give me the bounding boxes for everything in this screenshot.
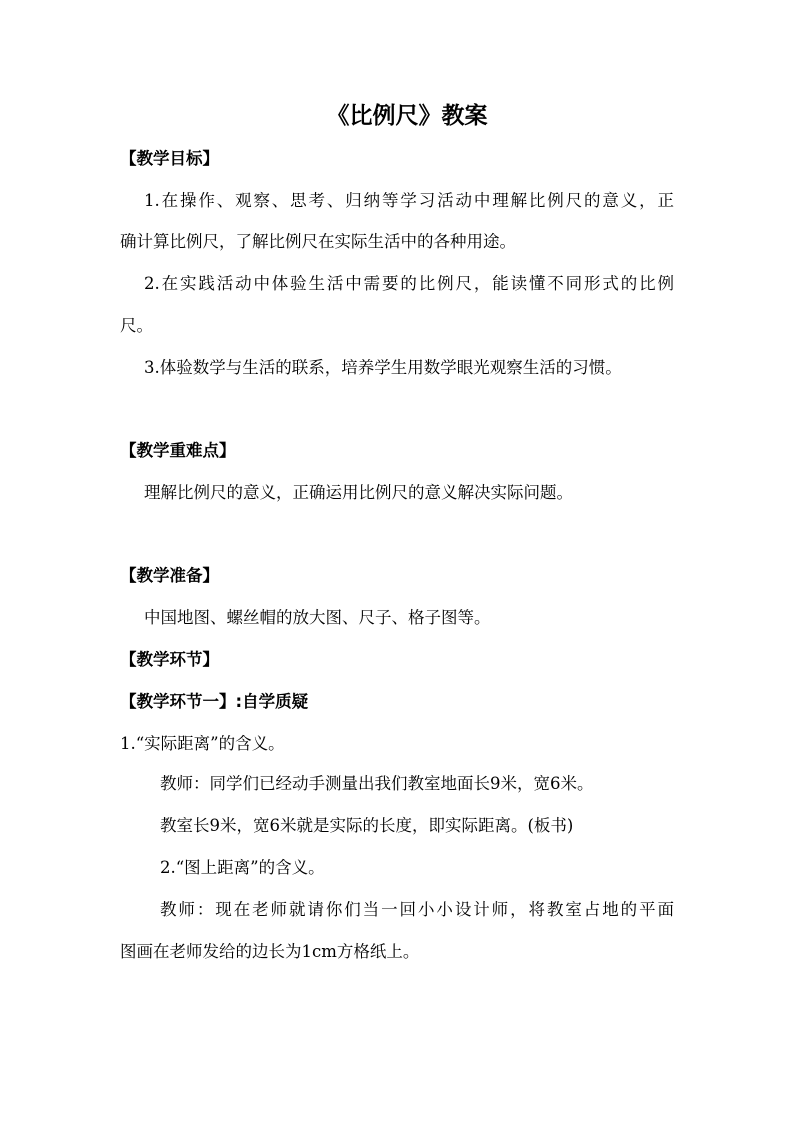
goal-item-1-line-1: 1.在操作、观察、思考、归纳等学习活动中理解比例尺的意义，正 xyxy=(144,191,674,210)
document-title: 《比例尺》教案 xyxy=(326,103,488,129)
goal-item-3: 3.体验数学与生活的联系，培养学生用数学眼光观察生活的习惯。 xyxy=(144,358,622,377)
preparation-text: 中国地图、螺丝帽的放大图、尺子、格子图等。 xyxy=(144,608,491,627)
process-sub-heading: 【教学环节一】:自学质疑 xyxy=(120,692,309,711)
process-paragraph-1: 1.“实际距离”的含义。 xyxy=(120,734,285,753)
goal-item-1-line-2: 确计算比例尺，了解比例尺在实际生活中的各种用途。 xyxy=(120,232,516,251)
goal-item-2-line-1: 2.在实践活动中体验生活中需要的比例尺，能读懂不同形式的比例 xyxy=(144,274,674,293)
process-paragraph-2: 教师：同学们已经动手测量出我们教室地面长9米，宽6米。 xyxy=(160,774,594,793)
section-heading-preparation: 【教学准备】 xyxy=(120,566,219,585)
section-heading-process: 【教学环节】 xyxy=(120,650,219,669)
process-paragraph-3: 教室长9米，宽6米就是实际的长度，即实际距离。(板书) xyxy=(160,816,574,835)
section-heading-goals: 【教学目标】 xyxy=(120,149,219,168)
process-paragraph-4: 2.“图上距离”的含义。 xyxy=(160,858,325,877)
goal-item-2-line-2: 尺。 xyxy=(120,316,153,335)
key-points-text: 理解比例尺的意义，正确运用比例尺的意义解决实际问题。 xyxy=(144,483,573,502)
section-heading-key-points: 【教学重难点】 xyxy=(120,441,236,460)
process-paragraph-5-line-2: 图画在老师发给的边长为1cm方格纸上。 xyxy=(120,942,420,961)
process-paragraph-5-line-1: 教师：现在老师就请你们当一回小小设计师，将教室占地的平面 xyxy=(160,900,674,919)
